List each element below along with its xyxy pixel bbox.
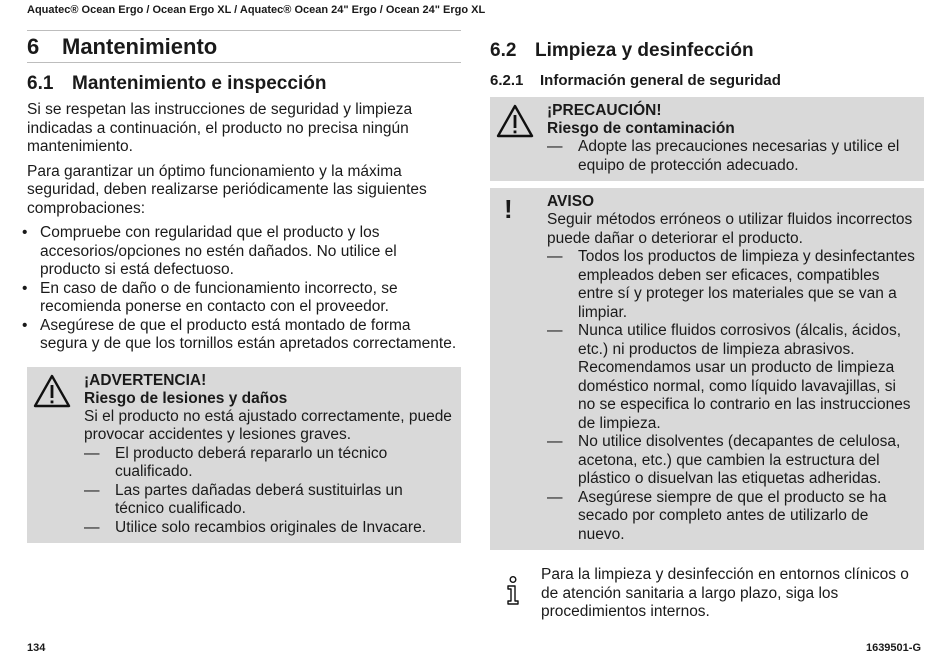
- notice-box: [490, 188, 924, 550]
- info-icon: [505, 576, 521, 611]
- section-number: 6.2: [490, 40, 517, 61]
- chapter-title: Mantenimiento: [62, 34, 218, 59]
- exclamation-icon: !: [504, 194, 513, 224]
- subsection-number: 6.2.1: [490, 72, 524, 89]
- list-item: — No utilice disolventes (decapantes de celulosa, acetona, etc.) que cambien la estructura del plástico o disuelvan las etiquetas adheridas.: [547, 433, 916, 489]
- section-number: 6.1: [27, 73, 54, 94]
- list-item: — Utilice solo recambios originales de Invacare.: [84, 519, 453, 538]
- page-number: 134: [27, 642, 46, 654]
- checks-paragraph: Para garantizar un óptimo funcionamiento y la máxima seguridad, deben realizarse periódicamente las siguientes comprobaciones:: [27, 162, 427, 217]
- notice-title: AVISO: [547, 193, 595, 210]
- section-6-1-heading: [27, 73, 461, 95]
- caution-title: ¡PRECAUCIÓN!: [547, 102, 662, 119]
- list-item: • Asegúrese de que el producto está montado de forma segura y de que los tornillos están apretados correctamente.: [27, 317, 461, 354]
- subsection-title: Información general de seguridad: [540, 72, 781, 89]
- warning-text: Si el producto no está ajustado correctamente, puede provocar accidentes y lesiones graves.: [84, 407, 452, 443]
- caution-list: [547, 138, 916, 175]
- intro-paragraph: Si se respetan las instrucciones de seguridad y limpieza indicadas a continuación, el producto no precisa ningún mantenimiento.: [27, 101, 413, 155]
- caution-subtitle: Riesgo de contaminación: [547, 120, 735, 137]
- section-title: Limpieza y desinfección: [535, 40, 754, 61]
- warning-subtitle: Riesgo de lesiones y daños: [84, 389, 288, 407]
- checks-list: [27, 224, 461, 354]
- document-number: 1639501-G: [865, 642, 921, 654]
- list-item: • Compruebe con regularidad que el producto y los accesorios/opciones no estén dañados. No utilice el producto si está defectuoso.: [27, 224, 461, 280]
- warning-list: [84, 445, 453, 538]
- list-item: — Las partes dañadas deberá sustituirlas un técnico cualificado.: [84, 482, 453, 519]
- warning-title: ¡ADVERTENCIA!: [84, 371, 207, 389]
- chapter-heading: [27, 30, 461, 63]
- subsection-6-2-1-heading: [490, 72, 924, 89]
- list-item: — Nunca utilice fluidos corrosivos (álcalis, ácidos, etc.) ni productos de limpieza abrasivos. Recomendamos usar un producto de limpieza doméstico normal, como líquido lavavajillas, si no se especifica lo contrario en las instrucciones de limpieza.: [547, 322, 916, 433]
- list-item: — Asegúrese siempre de que el producto se ha secado por completo antes de utilizarlo de nuevo.: [547, 489, 916, 545]
- page-header: Aquatec® Ocean Ergo / Ocean Ergo XL / Aquatec® Ocean 24" Ergo / Ocean 24" Ergo XL: [27, 4, 486, 16]
- notice-text: Seguir métodos erróneos o utilizar fluidos incorrectos puede dañar o deteriorar el producto.: [547, 211, 913, 247]
- section-6-2-heading: [490, 40, 924, 62]
- section-title: Mantenimiento e inspección: [72, 73, 327, 94]
- info-text: Para la limpieza y desinfección en entornos clínicos o de atención sanitaria a largo plazo, siga los procedimientos internos.: [541, 566, 909, 620]
- list-item: — Todos los productos de limpieza y desinfectantes empleados deben ser eficaces, compatibles entre sí y proteger los materiales que se van a limpiar.: [547, 248, 916, 322]
- warning-triangle-icon: [33, 373, 71, 414]
- left-column: [27, 30, 461, 543]
- list-item: • En caso de daño o de funcionamiento incorrecto, se recomienda ponerse en contacto con el proveedor.: [27, 280, 461, 317]
- warning-box: [27, 367, 461, 544]
- list-item: — El producto deberá repararlo un técnico cualificado.: [84, 445, 453, 482]
- caution-triangle-icon: [496, 103, 534, 144]
- list-item: — Adopte las precauciones necesarias y utilice el equipo de protección adecuado.: [547, 138, 916, 175]
- right-column: [490, 30, 924, 622]
- chapter-number: 6: [27, 34, 40, 59]
- info-note: [490, 566, 924, 622]
- caution-box: [490, 97, 924, 181]
- notice-list: [547, 248, 916, 544]
